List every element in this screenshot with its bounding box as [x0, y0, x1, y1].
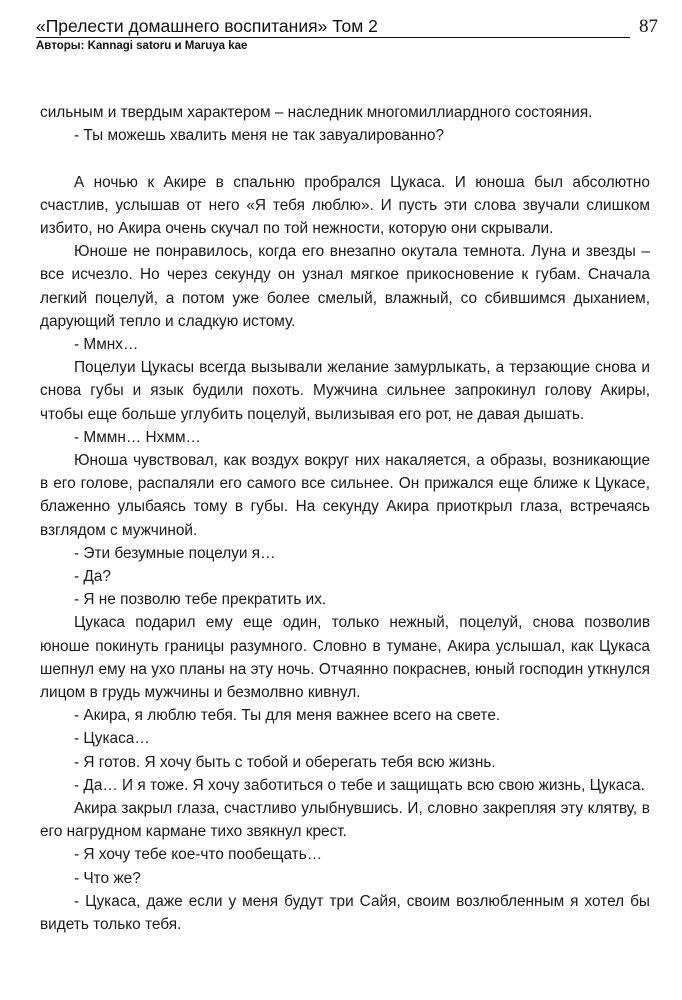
- dialogue-line: - Цукаса, даже если у меня будут три Сайя, своим возлюбленным я хотел бы видеть только тебя.: [40, 892, 650, 934]
- dialogue-line: - Я готов. Я хочу быть с тобой и оберегать тебя всю жизнь.: [74, 753, 496, 771]
- dialogue-line: - Ммнх…: [74, 336, 139, 354]
- page-number: 87: [639, 16, 658, 37]
- dialogue-line: - Акира, я люблю тебя. Ты для меня важнее всего на свете.: [74, 707, 501, 725]
- dialogue-line: - Мммн… Нхмм…: [74, 428, 201, 446]
- dialogue-line: - Я не позволю тебе прекратить их.: [74, 591, 327, 609]
- paragraph: Юноша чувствовал, как воздух вокруг них накаляется, а образы, возникающие в его голове, распаляли его самого все сильнее. Он прижался еще ближе к Цукасе, блаженно улыбаясь тому в губы. На секунду Акира приоткрыл глаза, встречаясь взглядом с мужчиной.: [40, 452, 650, 539]
- paragraph: Цукаса подарил ему еще один, только нежный, поцелуй, снова позволив юноше покинуть границы разумного. Словно в тумане, Акира услышал, как Цукаса шепнул ему на ухо планы на эту ночь. Отчаянно покраснев, юный господин уткнулся лицом в грудь мужчины и безмолвно кивнул.: [40, 614, 650, 702]
- book-title: «Прелести домашнего воспитания» Том 2: [36, 16, 378, 36]
- dialogue-line: - Я хочу тебе кое-что пообещать…: [74, 846, 323, 864]
- dialogue-line: - Ты можешь хвалить меня не так завуалированно?: [74, 127, 445, 145]
- page-header: [36, 16, 658, 60]
- dialogue-line: - Эти безумные поцелуи я…: [74, 544, 276, 562]
- paragraph: Юноше не понравилось, когда его внезапно окутала темнота. Луна и звезды – все исчезло. Но через секунду он узнал мягкое прикосновение к губам. Сначала легкий поцелуй, а потом уже более смелый, влажный, со сбившимся дыханием, дарующий тепло и сладкую истому.: [40, 243, 650, 330]
- paragraph: Акира закрыл глаза, счастливо улыбнувшись. И, словно закрепляя эту клятву, в его нагрудном кармане тихо звякнул крест.: [40, 800, 650, 841]
- dialogue-line: - Цукаса…: [74, 730, 150, 748]
- paragraph: сильным и твердым характером – наследник многомиллиардного состояния.: [40, 104, 593, 121]
- authors-line: Авторы: Kannagi satoru и Maruya kae: [36, 40, 248, 52]
- dialogue-line: - Что же?: [74, 869, 141, 887]
- dialogue-line: - Да… И я тоже. Я хочу заботиться о тебе и защищать всю свою жизнь, Цукаса.: [74, 776, 645, 794]
- page-body: [40, 101, 650, 936]
- paragraph: А ночью к Акире в спальню пробрался Цукаса. И юноша был абсолютно счастлив, услышав от него «Я тебя люблю». И пусть эти слова звучали слишком избито, но Акира очень скучал по той нежности, которую они скрывали.: [40, 173, 650, 237]
- paragraph: Поцелуи Цукасы всегда вызывали желание замурлыкать, а терзающие снова и снова губы и язык будили похоть. Мужчина сильнее запрокинул голову Акиры, чтобы еще больше углубить поцелуй, вылизывая его рот, не давая дышать.: [40, 359, 650, 423]
- header-rule: [36, 37, 630, 38]
- dialogue-line: - Да?: [74, 568, 111, 586]
